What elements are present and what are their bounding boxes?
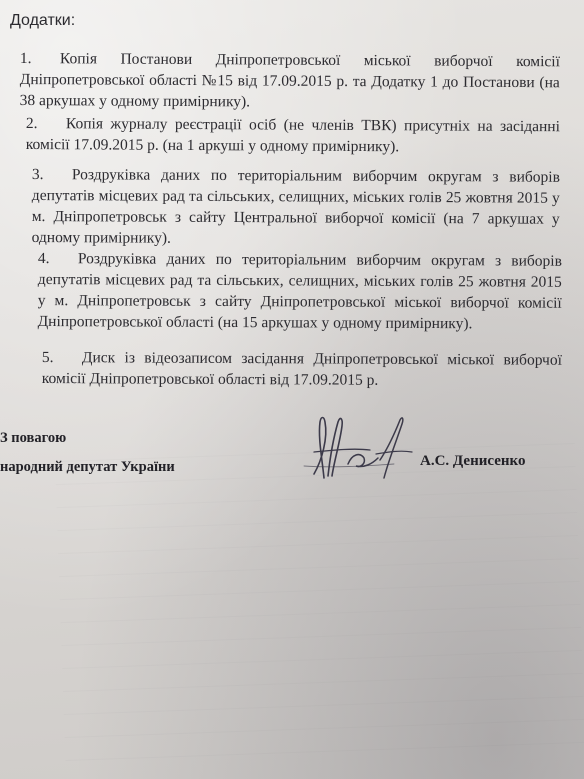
signer-name: А.С. Денисенко bbox=[420, 453, 526, 469]
item-text: Копія журналу реєстрації осіб (не членів ТВК) присутніх на засіданні комісії 17.09.2015 р. (на 1 аркуші у одному примірнику). bbox=[25, 115, 560, 156]
item-text: Роздруківка даних по територіальним виборчим округам з виборів депутатів місцевих рад та сільських, селищних, міських голів 25 жовтня 2015 у м. Дніпропетровськ з сайту Дніпропетровської міської виборчої комісії Дніпропетровської області (на 15 аркушах у одному примірнику). bbox=[37, 250, 562, 333]
item-number: 5. bbox=[41, 348, 54, 367]
attachment-item-5 bbox=[42, 347, 562, 392]
signer-position: народний депутат України bbox=[0, 459, 175, 475]
item-number: 4. bbox=[37, 249, 50, 268]
item-number: 2. bbox=[25, 114, 38, 133]
attachments-heading: Додатки: bbox=[10, 12, 76, 29]
handwritten-signature bbox=[284, 408, 424, 488]
closing-regards: З повагою bbox=[0, 430, 67, 446]
attachment-item-2 bbox=[26, 113, 560, 158]
item-number: 3. bbox=[31, 165, 44, 184]
item-number: 1. bbox=[19, 49, 32, 68]
attachment-item-3 bbox=[32, 164, 560, 251]
attachment-item-4 bbox=[38, 248, 562, 335]
item-text: Роздруківка даних по територіальним виборчим округам з виборів депутатів місцевих рад та сільських, селищних, міських голів 25 жовтня 2015 у м. Дніпропетровськ з сайту Центральної виборчої комісії (на 7 аркушах у одному примірнику). bbox=[31, 166, 560, 247]
item-text: Диск із відеозаписом засідання Дніпропетровської міської виборчої комісії Дніпропетровської області від 17.09.2015 р. bbox=[41, 349, 562, 389]
item-text: Копія Постанови Дніпропетровської міської виборчої комісії Дніпропетровської області №15 від 17.09.2015 р. та Додатку 1 до Постанови (на 38 аркушах у одному примірнику). bbox=[19, 50, 560, 111]
attachment-item-1 bbox=[20, 48, 560, 114]
